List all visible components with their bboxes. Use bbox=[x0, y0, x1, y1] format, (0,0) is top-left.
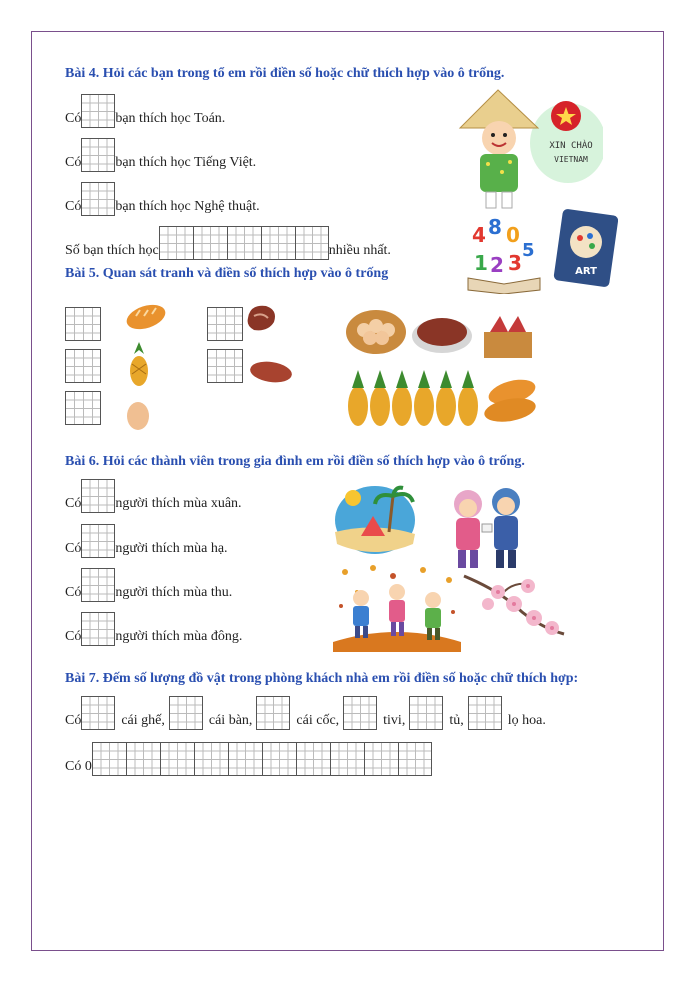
line-prefix: Có bbox=[65, 629, 82, 644]
line-prefix: Có bbox=[65, 111, 82, 126]
line-suffix: nhiều nhất. bbox=[328, 243, 391, 258]
answer-box[interactable] bbox=[169, 696, 203, 730]
exercise-4-line-2 bbox=[65, 134, 256, 172]
answer-box[interactable] bbox=[364, 742, 398, 776]
line-suffix: người thích mùa thu. bbox=[115, 585, 233, 600]
svg-text:2: 2 bbox=[490, 253, 504, 277]
exercise-6-line-3 bbox=[65, 564, 232, 602]
answer-box[interactable] bbox=[81, 138, 115, 172]
line-suffix: bạn thích học Toán. bbox=[115, 111, 226, 126]
item-tv: tivi, bbox=[383, 713, 406, 728]
line-prefix: Có 0 bbox=[65, 759, 92, 774]
exercise-7-last-line bbox=[65, 738, 432, 776]
answer-box[interactable] bbox=[81, 479, 115, 513]
summer-beach-illustration bbox=[333, 482, 417, 556]
answer-box[interactable] bbox=[227, 226, 261, 260]
exercise-6-line-4 bbox=[65, 608, 242, 646]
exercise-4-heading: Bài 4. Hỏi các bạn trong tổ em rồi điền số hoặc chữ thích hợp vào ô trống. bbox=[65, 66, 505, 81]
line-prefix: Có bbox=[65, 155, 82, 170]
food-groups-illustration bbox=[344, 302, 539, 432]
answer-box[interactable] bbox=[65, 349, 101, 383]
answer-box[interactable] bbox=[65, 391, 101, 425]
line-prefix: Có bbox=[65, 585, 82, 600]
answer-box[interactable] bbox=[207, 307, 243, 341]
answer-box[interactable] bbox=[330, 742, 364, 776]
pineapple-icon bbox=[126, 340, 152, 388]
line-suffix: bạn thích học Tiếng Việt. bbox=[115, 155, 257, 170]
item-cup: cái cốc, bbox=[296, 713, 340, 728]
answer-box[interactable] bbox=[81, 696, 115, 730]
answer-box[interactable] bbox=[81, 94, 115, 128]
exercise-4-line-1 bbox=[65, 90, 225, 128]
answer-box[interactable] bbox=[160, 742, 194, 776]
exercise-7-heading: Bài 7. Đếm số lượng đồ vật trong phòng khách nhà em rồi điền số hoặc chữ thích hợp: bbox=[65, 671, 579, 686]
item-chair: cái ghế, bbox=[121, 713, 165, 728]
exercise-6-line-2 bbox=[65, 520, 228, 558]
autumn-children-illustration bbox=[333, 562, 461, 652]
answer-box[interactable] bbox=[81, 568, 115, 602]
exercise-7-items-line bbox=[65, 692, 546, 730]
exercise-4-line-4 bbox=[65, 222, 391, 260]
answer-grid[interactable] bbox=[92, 742, 432, 776]
exercise-6-heading: Bài 6. Hỏi các thành viên trong gia đình em rồi điền số thích hợp vào ô trống. bbox=[65, 454, 525, 469]
line-prefix: Số bạn thích học bbox=[65, 243, 159, 258]
answer-box[interactable] bbox=[92, 742, 126, 776]
answer-box[interactable] bbox=[81, 182, 115, 216]
steak-icon bbox=[244, 302, 280, 334]
answer-box[interactable] bbox=[398, 742, 432, 776]
svg-text:8: 8 bbox=[488, 215, 502, 239]
answer-box[interactable] bbox=[159, 226, 193, 260]
art-book-icon bbox=[552, 208, 618, 288]
line-prefix: Có bbox=[65, 713, 82, 728]
answer-box[interactable] bbox=[262, 742, 296, 776]
exercise-6-line-1 bbox=[65, 475, 242, 513]
line-suffix: bạn thích học Nghệ thuật. bbox=[115, 199, 260, 214]
line-suffix: người thích mùa đông. bbox=[115, 629, 243, 644]
line-prefix: Có bbox=[65, 199, 82, 214]
answer-box[interactable] bbox=[126, 742, 160, 776]
answer-box[interactable] bbox=[296, 742, 330, 776]
line-suffix: người thích mùa hạ. bbox=[115, 541, 228, 556]
answer-box[interactable] bbox=[194, 742, 228, 776]
answer-box[interactable] bbox=[295, 226, 329, 260]
svg-text:4: 4 bbox=[472, 223, 486, 247]
answer-box[interactable] bbox=[261, 226, 295, 260]
item-cabinet: tủ, bbox=[449, 713, 464, 728]
line-prefix: Có bbox=[65, 496, 82, 511]
line-prefix: Có bbox=[65, 541, 82, 556]
sun-icon bbox=[345, 490, 361, 506]
art-label: ART bbox=[575, 266, 597, 277]
answer-box[interactable] bbox=[256, 696, 290, 730]
answer-box[interactable] bbox=[468, 696, 502, 730]
winter-children-illustration bbox=[446, 486, 530, 572]
answer-box[interactable] bbox=[207, 349, 243, 383]
vietnam-text: VIETNAM bbox=[554, 155, 588, 164]
exercise-5-heading: Bài 5. Quan sát tranh và điền số thích hợp vào ô trống bbox=[65, 266, 389, 281]
answer-box[interactable] bbox=[343, 696, 377, 730]
answer-grid[interactable] bbox=[159, 226, 329, 260]
svg-text:5: 5 bbox=[522, 240, 535, 261]
numbers-book-illustration bbox=[466, 212, 544, 294]
answer-box[interactable] bbox=[65, 307, 101, 341]
svg-text:0: 0 bbox=[506, 223, 520, 247]
answer-box[interactable] bbox=[193, 226, 227, 260]
answer-box[interactable] bbox=[409, 696, 443, 730]
svg-text:3: 3 bbox=[508, 251, 522, 275]
exercise-4-line-3 bbox=[65, 178, 260, 216]
sweet-potato-icon bbox=[248, 358, 294, 386]
xin-chao-text: XIN CHÀO bbox=[549, 141, 593, 151]
answer-box[interactable] bbox=[81, 524, 115, 558]
spring-blossom-illustration bbox=[462, 572, 566, 642]
answer-box[interactable] bbox=[81, 612, 115, 646]
line-suffix: người thích mùa xuân. bbox=[115, 496, 242, 511]
answer-box[interactable] bbox=[228, 742, 262, 776]
item-vase: lọ hoa. bbox=[507, 713, 546, 728]
svg-text:1: 1 bbox=[474, 251, 488, 275]
vietnam-boy-illustration bbox=[458, 88, 603, 213]
item-table: cái bàn, bbox=[208, 713, 253, 728]
bread-icon bbox=[124, 302, 168, 332]
egg-icon bbox=[124, 398, 152, 432]
